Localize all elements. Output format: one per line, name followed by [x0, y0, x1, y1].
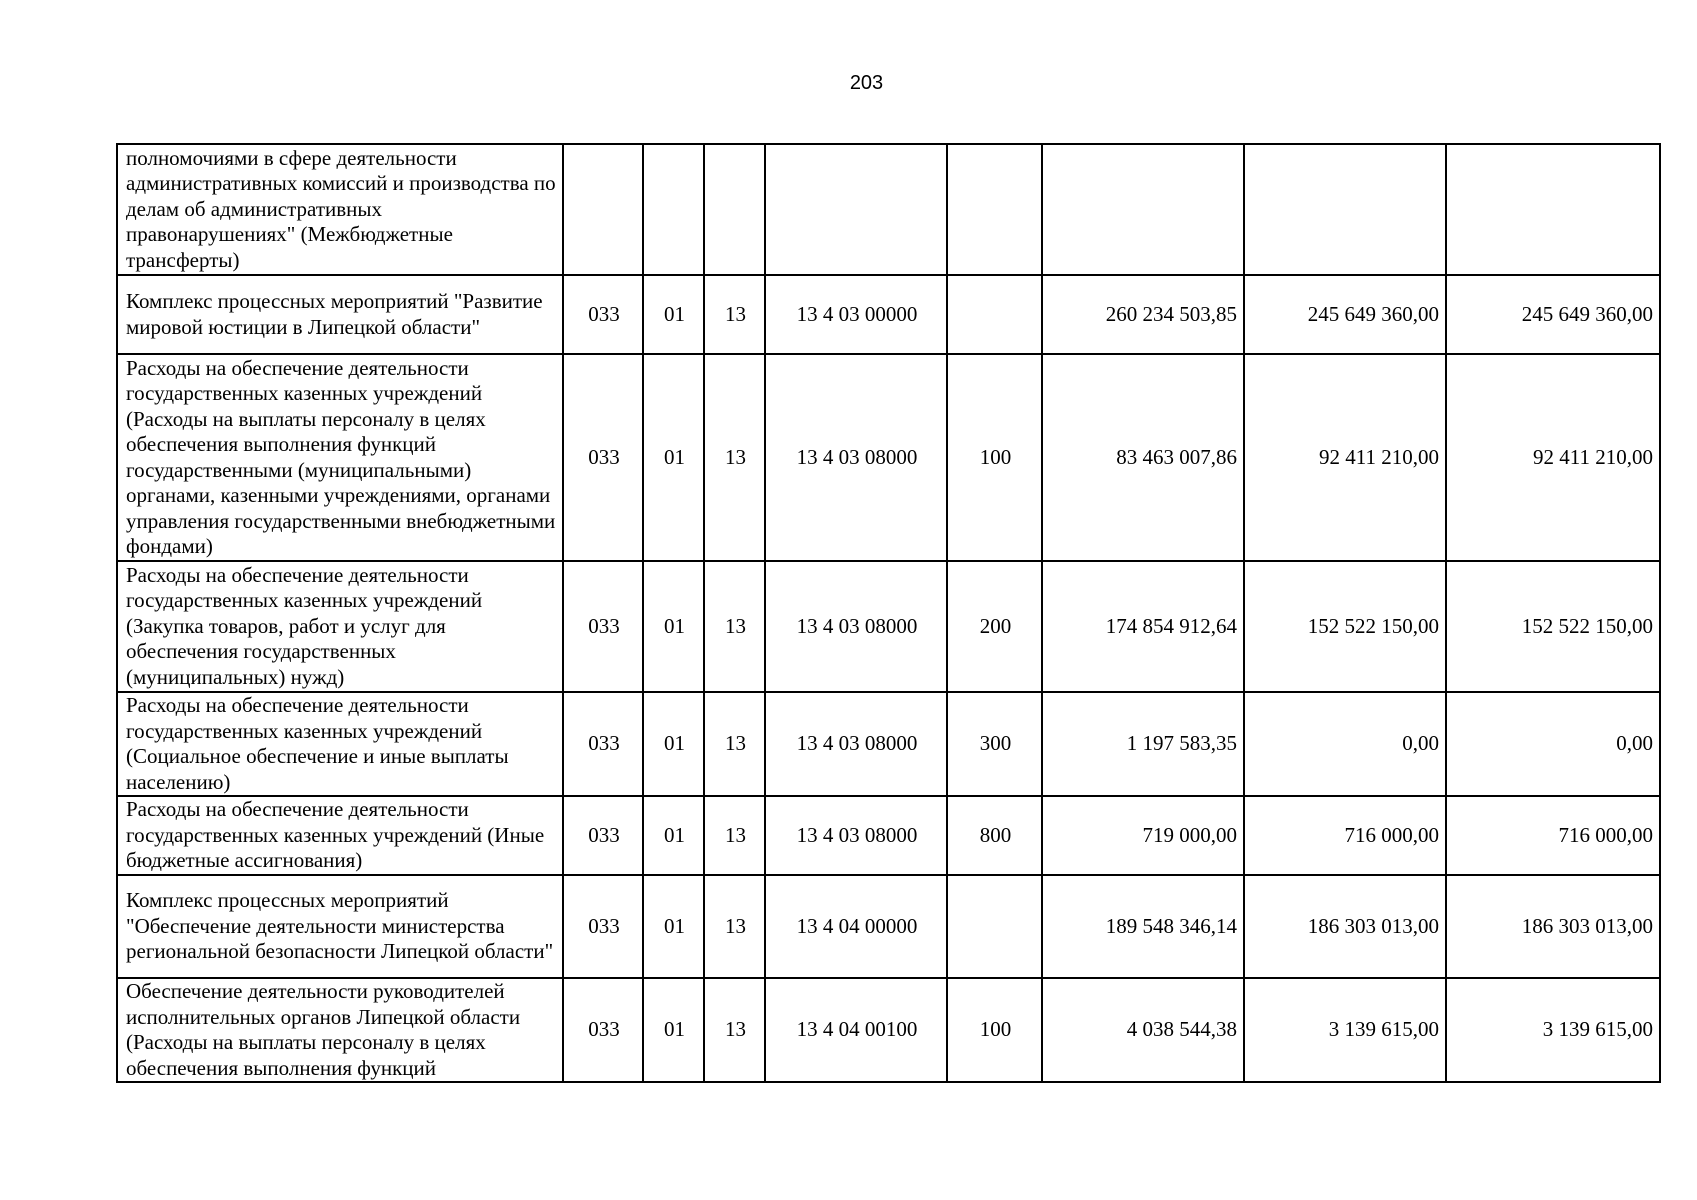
row-name: Комплекс процессных мероприятий "Обеспечение деятельности министерства региональной безопасности Липецкой области" — [117, 875, 563, 978]
expense-type-code: 100 — [947, 978, 1042, 1082]
table-row — [117, 978, 1660, 1082]
subsection-code: 13 — [704, 561, 765, 692]
amount-year-3 — [1446, 144, 1660, 275]
row-name: полномочиями в сфере деятельности административных комиссий и производства по делам об административных правонарушениях" (Межбюджетные трансферты) — [117, 144, 563, 275]
row-name: Комплекс процессных мероприятий "Развитие мировой юстиции в Липецкой области" — [117, 275, 563, 354]
target-article-code: 13 4 03 08000 — [765, 354, 947, 561]
amount-year-3: 186 303 013,00 — [1446, 875, 1660, 978]
amount-year-1: 189 548 346,14 — [1042, 875, 1244, 978]
expense-type-code — [947, 875, 1042, 978]
ministry-code: 033 — [563, 275, 643, 354]
table-row — [117, 144, 1660, 275]
subsection-code: 13 — [704, 978, 765, 1082]
amount-year-3: 152 522 150,00 — [1446, 561, 1660, 692]
amount-year-2: 186 303 013,00 — [1244, 875, 1446, 978]
amount-year-3: 92 411 210,00 — [1446, 354, 1660, 561]
expense-type-code — [947, 144, 1042, 275]
subsection-code: 13 — [704, 796, 765, 875]
amount-year-2: 3 139 615,00 — [1244, 978, 1446, 1082]
budget-table — [116, 143, 1661, 1083]
expense-type-code: 200 — [947, 561, 1042, 692]
section-code: 01 — [643, 796, 704, 875]
row-name: Расходы на обеспечение деятельности государственных казенных учреждений (Социальное обеспечение и иные выплаты населению) — [117, 692, 563, 796]
ministry-code: 033 — [563, 354, 643, 561]
section-code: 01 — [643, 875, 704, 978]
amount-year-1: 4 038 544,38 — [1042, 978, 1244, 1082]
page-number: 203 — [849, 72, 884, 94]
target-article-code — [765, 144, 947, 275]
expense-type-code: 300 — [947, 692, 1042, 796]
section-code: 01 — [643, 354, 704, 561]
amount-year-1: 83 463 007,86 — [1042, 354, 1244, 561]
row-name: Обеспечение деятельности руководителей исполнительных органов Липецкой области (Расходы на выплаты персоналу в целях обеспечения выполнения функций — [117, 978, 563, 1082]
ministry-code: 033 — [563, 978, 643, 1082]
ministry-code: 033 — [563, 796, 643, 875]
target-article-code: 13 4 03 08000 — [765, 692, 947, 796]
row-name: Расходы на обеспечение деятельности государственных казенных учреждений (Расходы на выплаты персоналу в целях обеспечения выполнения функций государственными (муниципальными) органами, казенными учреждениями, органами управления государственными внебюджетными фондами) — [117, 354, 563, 561]
amount-year-3: 245 649 360,00 — [1446, 275, 1660, 354]
amount-year-1: 1 197 583,35 — [1042, 692, 1244, 796]
amount-year-1: 260 234 503,85 — [1042, 275, 1244, 354]
amount-year-2: 152 522 150,00 — [1244, 561, 1446, 692]
amount-year-2: 245 649 360,00 — [1244, 275, 1446, 354]
table-body — [117, 144, 1660, 1082]
expense-type-code — [947, 275, 1042, 354]
amount-year-1: 174 854 912,64 — [1042, 561, 1244, 692]
amount-year-1 — [1042, 144, 1244, 275]
amount-year-2: 0,00 — [1244, 692, 1446, 796]
target-article-code: 13 4 04 00100 — [765, 978, 947, 1082]
expense-type-code: 100 — [947, 354, 1042, 561]
section-code: 01 — [643, 692, 704, 796]
section-code: 01 — [643, 275, 704, 354]
target-article-code: 13 4 03 08000 — [765, 796, 947, 875]
row-name: Расходы на обеспечение деятельности государственных казенных учреждений (Закупка товаров, работ и услуг для обеспечения государственных (муниципальных) нужд) — [117, 561, 563, 692]
row-name: Расходы на обеспечение деятельности государственных казенных учреждений (Иные бюджетные ассигнования) — [117, 796, 563, 875]
amount-year-3: 716 000,00 — [1446, 796, 1660, 875]
subsection-code: 13 — [704, 354, 765, 561]
section-code: 01 — [643, 561, 704, 692]
section-code — [643, 144, 704, 275]
amount-year-1: 719 000,00 — [1042, 796, 1244, 875]
table-row — [117, 796, 1660, 875]
table-row — [117, 875, 1660, 978]
target-article-code: 13 4 03 08000 — [765, 561, 947, 692]
subsection-code: 13 — [704, 692, 765, 796]
ministry-code: 033 — [563, 875, 643, 978]
ministry-code: 033 — [563, 561, 643, 692]
target-article-code: 13 4 03 00000 — [765, 275, 947, 354]
subsection-code: 13 — [704, 275, 765, 354]
ministry-code — [563, 144, 643, 275]
amount-year-2: 716 000,00 — [1244, 796, 1446, 875]
ministry-code: 033 — [563, 692, 643, 796]
table-row — [117, 354, 1660, 561]
table-row — [117, 275, 1660, 354]
table-row — [117, 561, 1660, 692]
subsection-code — [704, 144, 765, 275]
amount-year-3: 3 139 615,00 — [1446, 978, 1660, 1082]
amount-year-3: 0,00 — [1446, 692, 1660, 796]
target-article-code: 13 4 04 00000 — [765, 875, 947, 978]
table-row — [117, 692, 1660, 796]
section-code: 01 — [643, 978, 704, 1082]
expense-type-code: 800 — [947, 796, 1042, 875]
subsection-code: 13 — [704, 875, 765, 978]
amount-year-2 — [1244, 144, 1446, 275]
amount-year-2: 92 411 210,00 — [1244, 354, 1446, 561]
